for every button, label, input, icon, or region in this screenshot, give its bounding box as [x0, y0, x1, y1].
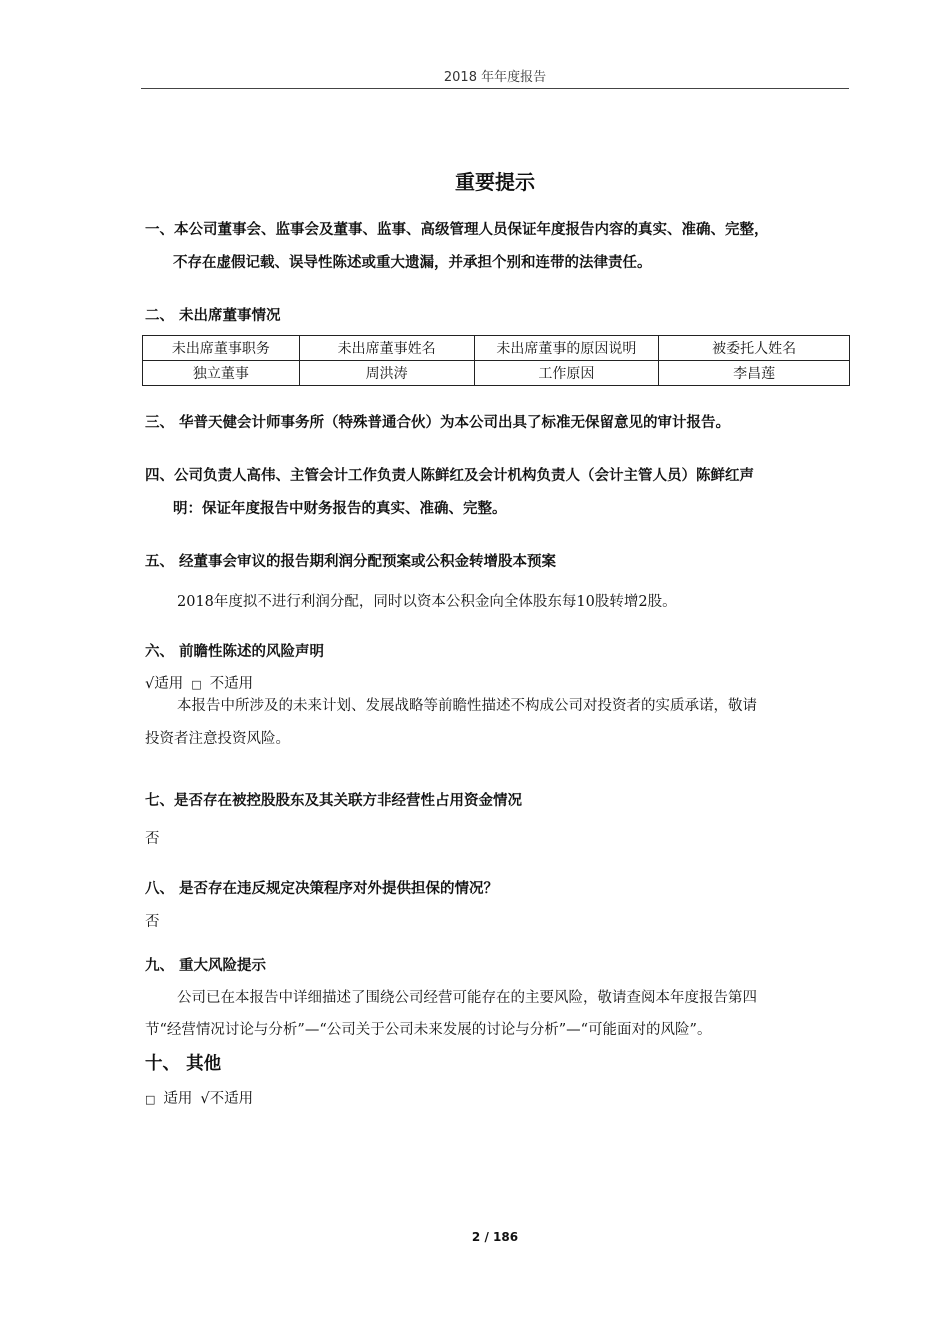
section6-body-line2: 投资者注意投资风险。	[145, 731, 290, 747]
table-cell: 周洪涛	[299, 361, 474, 386]
table-cell: 工作原因	[474, 361, 659, 386]
table-cell: 独立董事	[143, 361, 300, 386]
section6-body-line1: 本报告中所涉及的未来计划、发展战略等前瞻性描述不构成公司对投资者的实质承诺，敬请	[177, 698, 757, 714]
table-row	[143, 361, 850, 386]
section1-line1: 一、本公司董事会、监事会及董事、监事、高级管理人员保证年度报告内容的真实、准确、完整，	[145, 222, 769, 238]
empty-checkbox-icon: □	[191, 678, 202, 691]
section10-heading: 十、 其他	[145, 1054, 222, 1074]
header-title: 2018 年年度报告	[443, 70, 547, 85]
section6-applicability	[145, 672, 253, 693]
section8-answer: 否	[145, 914, 160, 930]
header-divider	[141, 88, 849, 89]
section9-heading: 九、 重大风险提示	[145, 958, 267, 974]
section8-heading: 八、 是否存在违反规定决策程序对外提供担保的情况？	[145, 881, 499, 897]
section4-line2: 明：保证年度报告中财务报告的真实、准确、完整。	[173, 501, 507, 517]
section2-heading: 二、 未出席董事情况	[145, 308, 281, 324]
empty-checkbox-icon: □	[145, 1093, 156, 1106]
section6-heading: 六、 前瞻性陈述的风险声明	[145, 644, 325, 660]
not-applicable-label: 不适用	[209, 1091, 254, 1107]
section9-body-line1: 公司已在本报告中详细描述了围绕公司经营可能存在的主要风险，敬请查阅本年度报告第四	[177, 990, 757, 1006]
check-mark-icon: √	[145, 676, 155, 692]
page-title: 重要提示	[455, 170, 535, 194]
section5-body: 2018年度拟不进行利润分配，同时以资本公积金向全体股东每10股转增2股。	[177, 594, 677, 610]
table-header-cell: 未出席董事职务	[143, 336, 300, 361]
applicable-label: 适用	[163, 1091, 193, 1107]
section3-text: 三、 华普天健会计师事务所（特殊普通合伙）为本公司出具了标准无保留意见的审计报告。	[145, 415, 731, 431]
page-number: 2 / 186	[471, 1230, 519, 1244]
section5-heading: 五、 经董事会审议的报告期利润分配预案或公积金转增股本预案	[145, 554, 557, 570]
section1-line2: 不存在虚假记载、误导性陈述或重大遗漏，并承担个别和连带的法律责任。	[173, 255, 652, 271]
applicable-label: 适用	[154, 676, 184, 692]
absent-directors-table	[142, 335, 850, 386]
table-cell: 李昌莲	[659, 361, 850, 386]
table-header-cell: 被委托人姓名	[659, 336, 850, 361]
table-header-cell: 未出席董事姓名	[299, 336, 474, 361]
section4-line1: 四、公司负责人高伟、主管会计工作负责人陈鲜红及会计机构负责人（会计主管人员）陈鲜红声	[145, 468, 754, 484]
table-header-cell: 未出席董事的原因说明	[474, 336, 659, 361]
section9-body-line2: 节“经营情况讨论与分析”—“公司关于公司未来发展的讨论与分析”—“可能面对的风险”。	[145, 1022, 712, 1038]
section10-applicability	[145, 1087, 253, 1108]
section7-answer: 否	[145, 831, 160, 847]
section7-heading: 七、是否存在被控股股东及其关联方非经营性占用资金情况	[145, 793, 522, 809]
not-applicable-label: 不适用	[209, 676, 254, 692]
check-mark-icon: √	[200, 1091, 210, 1107]
table-header-row	[143, 336, 850, 361]
